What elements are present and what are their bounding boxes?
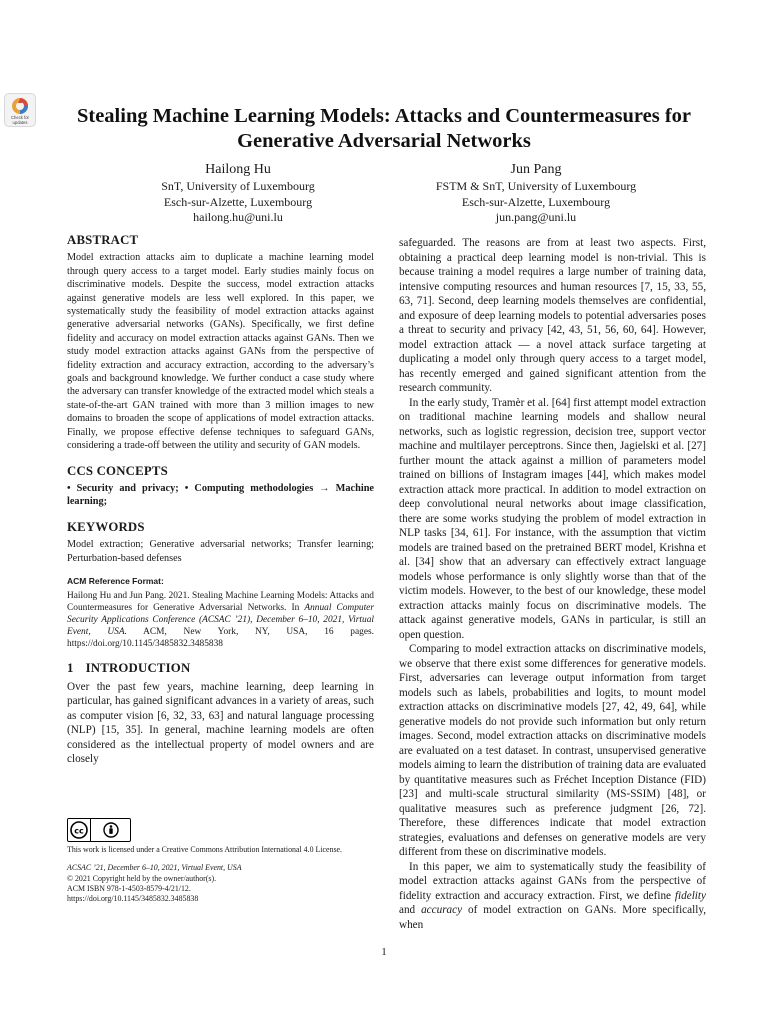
attribution-person-icon — [103, 822, 119, 838]
cc-by-badge[interactable] — [67, 818, 131, 842]
doi-link[interactable]: https://doi.org/10.1145/3485832.3485838 — [67, 894, 199, 904]
keywords-text: Model extraction; Generative adversarial networks; Transfer learning; Perturbation-based defenses — [67, 539, 374, 564]
check-for-updates-icon — [11, 97, 29, 115]
license-block — [67, 818, 374, 904]
body-paragraph: In this paper, we aim to systematically study the feasibility of model extraction attacks against GANs from the perspective of fidelity extraction and accuracy extraction. First, we define fidelity and accuracy of model extraction on GANs. More specifically, when — [399, 860, 706, 931]
creative-commons-icon — [70, 821, 88, 839]
svg-text:cc: cc — [74, 826, 84, 836]
introduction-paragraph: Over the past few years, machine learning, deep learning in particular, has gained significant advances in a variety of areas, such as computer vision [6, 32, 33, 63] and natural language processing (NLP) [15, 35]. In general, machine learning models are often considered as the intellectual property of model owners and are closely — [67, 680, 374, 766]
left-column — [67, 234, 374, 767]
abstract-heading: ABSTRACT — [67, 233, 139, 247]
check-for-updates-badge[interactable] — [4, 93, 36, 127]
author-location: Esch-sur-Alzette, Luxembourg — [461, 194, 611, 209]
body-paragraph: In the early study, Tramèr et al. [64] first attempt model extraction on traditional machine learning models and shallow neural networks, such as logistic regression, decision tree, support vector machine and multilayer perceptrons. Since then, Jagielski et al. [27] further mount the attack against a million of parameters model trained on billions of Instagram images [44], which makes model extraction attack more practical. In addition to model extraction on deep convolutional neural networks about image classification, there are some works studying the problem of model extraction in NLP tasks [34, 61]. For instance, with the assumption that victim models are trained based on the pretrained BERT model, Krishna et al. [34] show that an adversary can effectively extract language models whose performance is only slightly worse than that of the victim models. However, to the best of our knowledge, these model extraction attacks mainly focus on discriminative models. The attack against generative models, GANs in particular, is still an open question. — [399, 396, 706, 641]
introduction-heading: 1 INTRODUCTION — [67, 661, 191, 676]
copyright-info: © 2021 Copyright held by the owner/author(s). — [67, 873, 217, 883]
license-text: This work is licensed under a Creative Commons Attribution International 4.0 License. — [67, 845, 343, 854]
author-block-2 — [371, 161, 701, 226]
reference-format-text: Hailong Hu and Jun Pang. 2021. Stealing Machine Learning Models: Attacks and Countermeasures for Generative Adversarial Networks. In Annual Computer Security Applications Conference (ACSAC ’21), December 6–10, 2021, Virtual Event, USA. ACM, New York, NY, USA, 16 pages. https://doi.org/10.1145/3485832.3485838 — [67, 591, 375, 650]
author-email[interactable]: jun.pang@uni.lu — [495, 210, 577, 224]
author-affiliation: SnT, University of Luxembourg — [161, 179, 315, 193]
author-name: Jun Pang — [510, 162, 562, 177]
page-number: 1 — [381, 946, 387, 958]
isbn-info: ACM ISBN 978-1-4503-8579-4/21/12. — [67, 883, 191, 893]
check-for-updates-label: Check for updates — [11, 115, 29, 125]
conference-info: ACSAC ’21, December 6–10, 2021, Virtual Event, USA — [67, 863, 242, 873]
paper-title: Stealing Machine Learning Models: Attacks and Countermeasures for Generative Adversarial Networks — [76, 105, 692, 152]
author-name: Hailong Hu — [205, 162, 271, 177]
author-email[interactable]: hailong.hu@uni.lu — [193, 210, 283, 224]
right-column — [399, 236, 706, 932]
ccs-heading: CCS CONCEPTS — [67, 463, 168, 478]
author-affiliation: FSTM & SnT, University of Luxembourg — [435, 179, 637, 193]
keywords-heading: KEYWORDS — [67, 519, 145, 534]
reference-format-heading: ACM Reference Format: — [67, 575, 164, 586]
body-paragraph: safeguarded. The reasons are from at least two aspects. First, obtaining a practical deep learning model is non-trivial. This is because training a model requires a large number of training data, intensive computing resources and human resources [7, 15, 33, 55, 63, 71]. Second, deep learning models themselves are confidential, and exposure of deep learning models to potential adversaries poses a threat to security and privacy [42, 43, 51, 56, 60, 64]. However, model extraction attack — a novel attack surface targeting at duplicating a model only through query access to a target model, has recently emerged and gained significant attention from the research community. — [399, 237, 706, 394]
ccs-text: • Security and privacy; • Computing methodologies → Machine learning; — [67, 482, 374, 508]
abstract-text: Model extraction attacks aim to duplicate a machine learning model through query access to a target model. Early studies mainly focus on discriminative models. Despite the success, model extraction attacks against generative models are less well explored. In this paper, we systematically study the feasibility of model extraction attacks against generative adversarial networks (GANs). Specifically, we first define fidelity and accuracy on model extraction attacks against GANs. Then we study model extraction attacks against GANs from the perspective of fidelity extraction and accuracy extraction, according to the adversary’s goals and background knowledge. We further conduct a case study where the adversary can transfer knowledge of the extracted model which steals a state-of-the-art GAN trained with more than 3 million images to new domains to broaden the scope of applications of model extraction attacks. Finally, we propose effective defense techniques to safeguard GANs, considering a trade-off between the utility and security of GAN models. — [67, 252, 374, 452]
author-block-1 — [73, 161, 403, 226]
author-location: Esch-sur-Alzette, Luxembourg — [163, 194, 313, 209]
body-paragraph: Comparing to model extraction attacks on discriminative models, we observe that there exist some differences for generative models. First, adversaries can leverage output information from target models such as labels, probabilities and logits, to mount model extraction attacks on discriminative models [27, 42, 49, 64], while generative models do not provide such information but only return images. Second, model extraction attacks on discriminative models are evaluated on a test dataset. In contrast, unsupervised generative models aiming to learn the distribution of training data are evaluated by quantitative measures such as Fréchet Inception Distance (FID) [23] and multi-scale structural similarity (MS-SSIM) [48], or qualitative measures such as preference judgment [26, 72]. Therefore, these differences indicate that model extraction strategies, evaluations and defenses on generative models are very different from these on discriminative models. — [399, 643, 706, 858]
